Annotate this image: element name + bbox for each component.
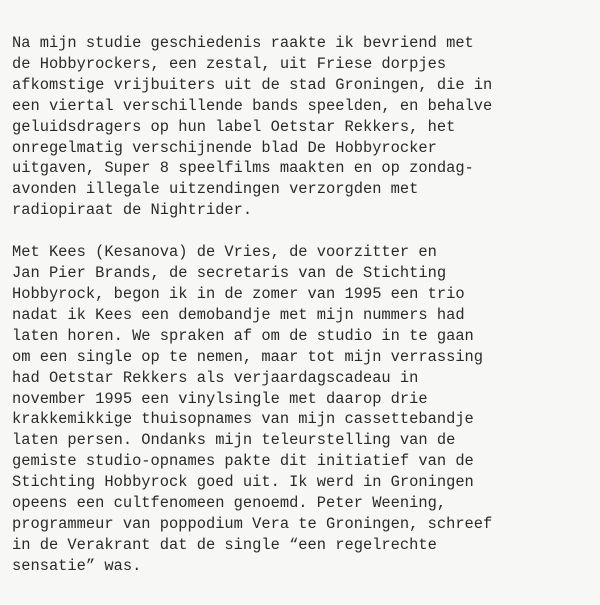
text-line: Jan Pier Brands, de secretaris van de Stichting xyxy=(12,264,447,283)
text-line: programmeur van poppodium Vera te Groningen, schreef xyxy=(12,514,493,533)
text-line: opeens een cultfenomeen genoemd. Peter Weening, xyxy=(12,494,447,513)
text-line: radiopiraat de Nightrider. xyxy=(12,201,253,220)
text-line: nadat ik Kees een demobandje met mijn nummers had xyxy=(12,305,465,324)
text-line: krakkemikkige thuisopnames van mijn cassettebandje xyxy=(12,410,474,429)
text-line: had Oetstar Rekkers als verjaardagscadeau in xyxy=(12,368,419,387)
text-line: Stichting Hobbyrock goed uit. Ik werd in Groningen xyxy=(12,473,474,492)
text-line: uitgaven, Super 8 speelfilms maakten en op zondag- xyxy=(12,159,474,178)
text-line: in de Verakrant dat de single “een regelrechte xyxy=(12,535,437,554)
text-line: onregelmatig verschijnende blad De Hobbyrocker xyxy=(12,138,437,157)
text-line: geluidsdragers op hun label Oetstar Rekkers, het xyxy=(12,117,456,136)
text-line: om een single op te nemen, maar tot mijn verrassing xyxy=(12,347,484,366)
paragraph-2 xyxy=(12,242,592,577)
text-line: laten persen. Ondanks mijn teleurstelling van de xyxy=(12,431,456,450)
text-line: Hobbyrock, begon ik in de zomer van 1995 een trio xyxy=(12,284,465,303)
text-line: november 1995 een vinylsingle met daarop drie xyxy=(12,389,428,408)
text-line: afkomstige vrijbuiters uit de stad Groningen, die in xyxy=(12,75,493,94)
paragraph-spacer xyxy=(12,221,592,242)
text-line: sensatie” was. xyxy=(12,556,142,575)
text-line: Met Kees (Kesanova) de Vries, de voorzitter en xyxy=(12,243,437,262)
text-line: laten horen. We spraken af om de studio in te gaan xyxy=(12,326,474,345)
text-line: Na mijn studie geschiedenis raakte ik bevriend met xyxy=(12,34,474,52)
paragraph-1 xyxy=(12,33,592,221)
text-line: de Hobbyrockers, een zestal, uit Friese dorpjes xyxy=(12,54,447,73)
text-line: gemiste studio-opnames pakte dit initiatief van de xyxy=(12,452,474,471)
document-page xyxy=(12,33,592,577)
text-line: een viertal verschillende bands speelden, en behalve xyxy=(12,96,493,115)
text-line: avonden illegale uitzendingen verzorgden met xyxy=(12,180,419,199)
